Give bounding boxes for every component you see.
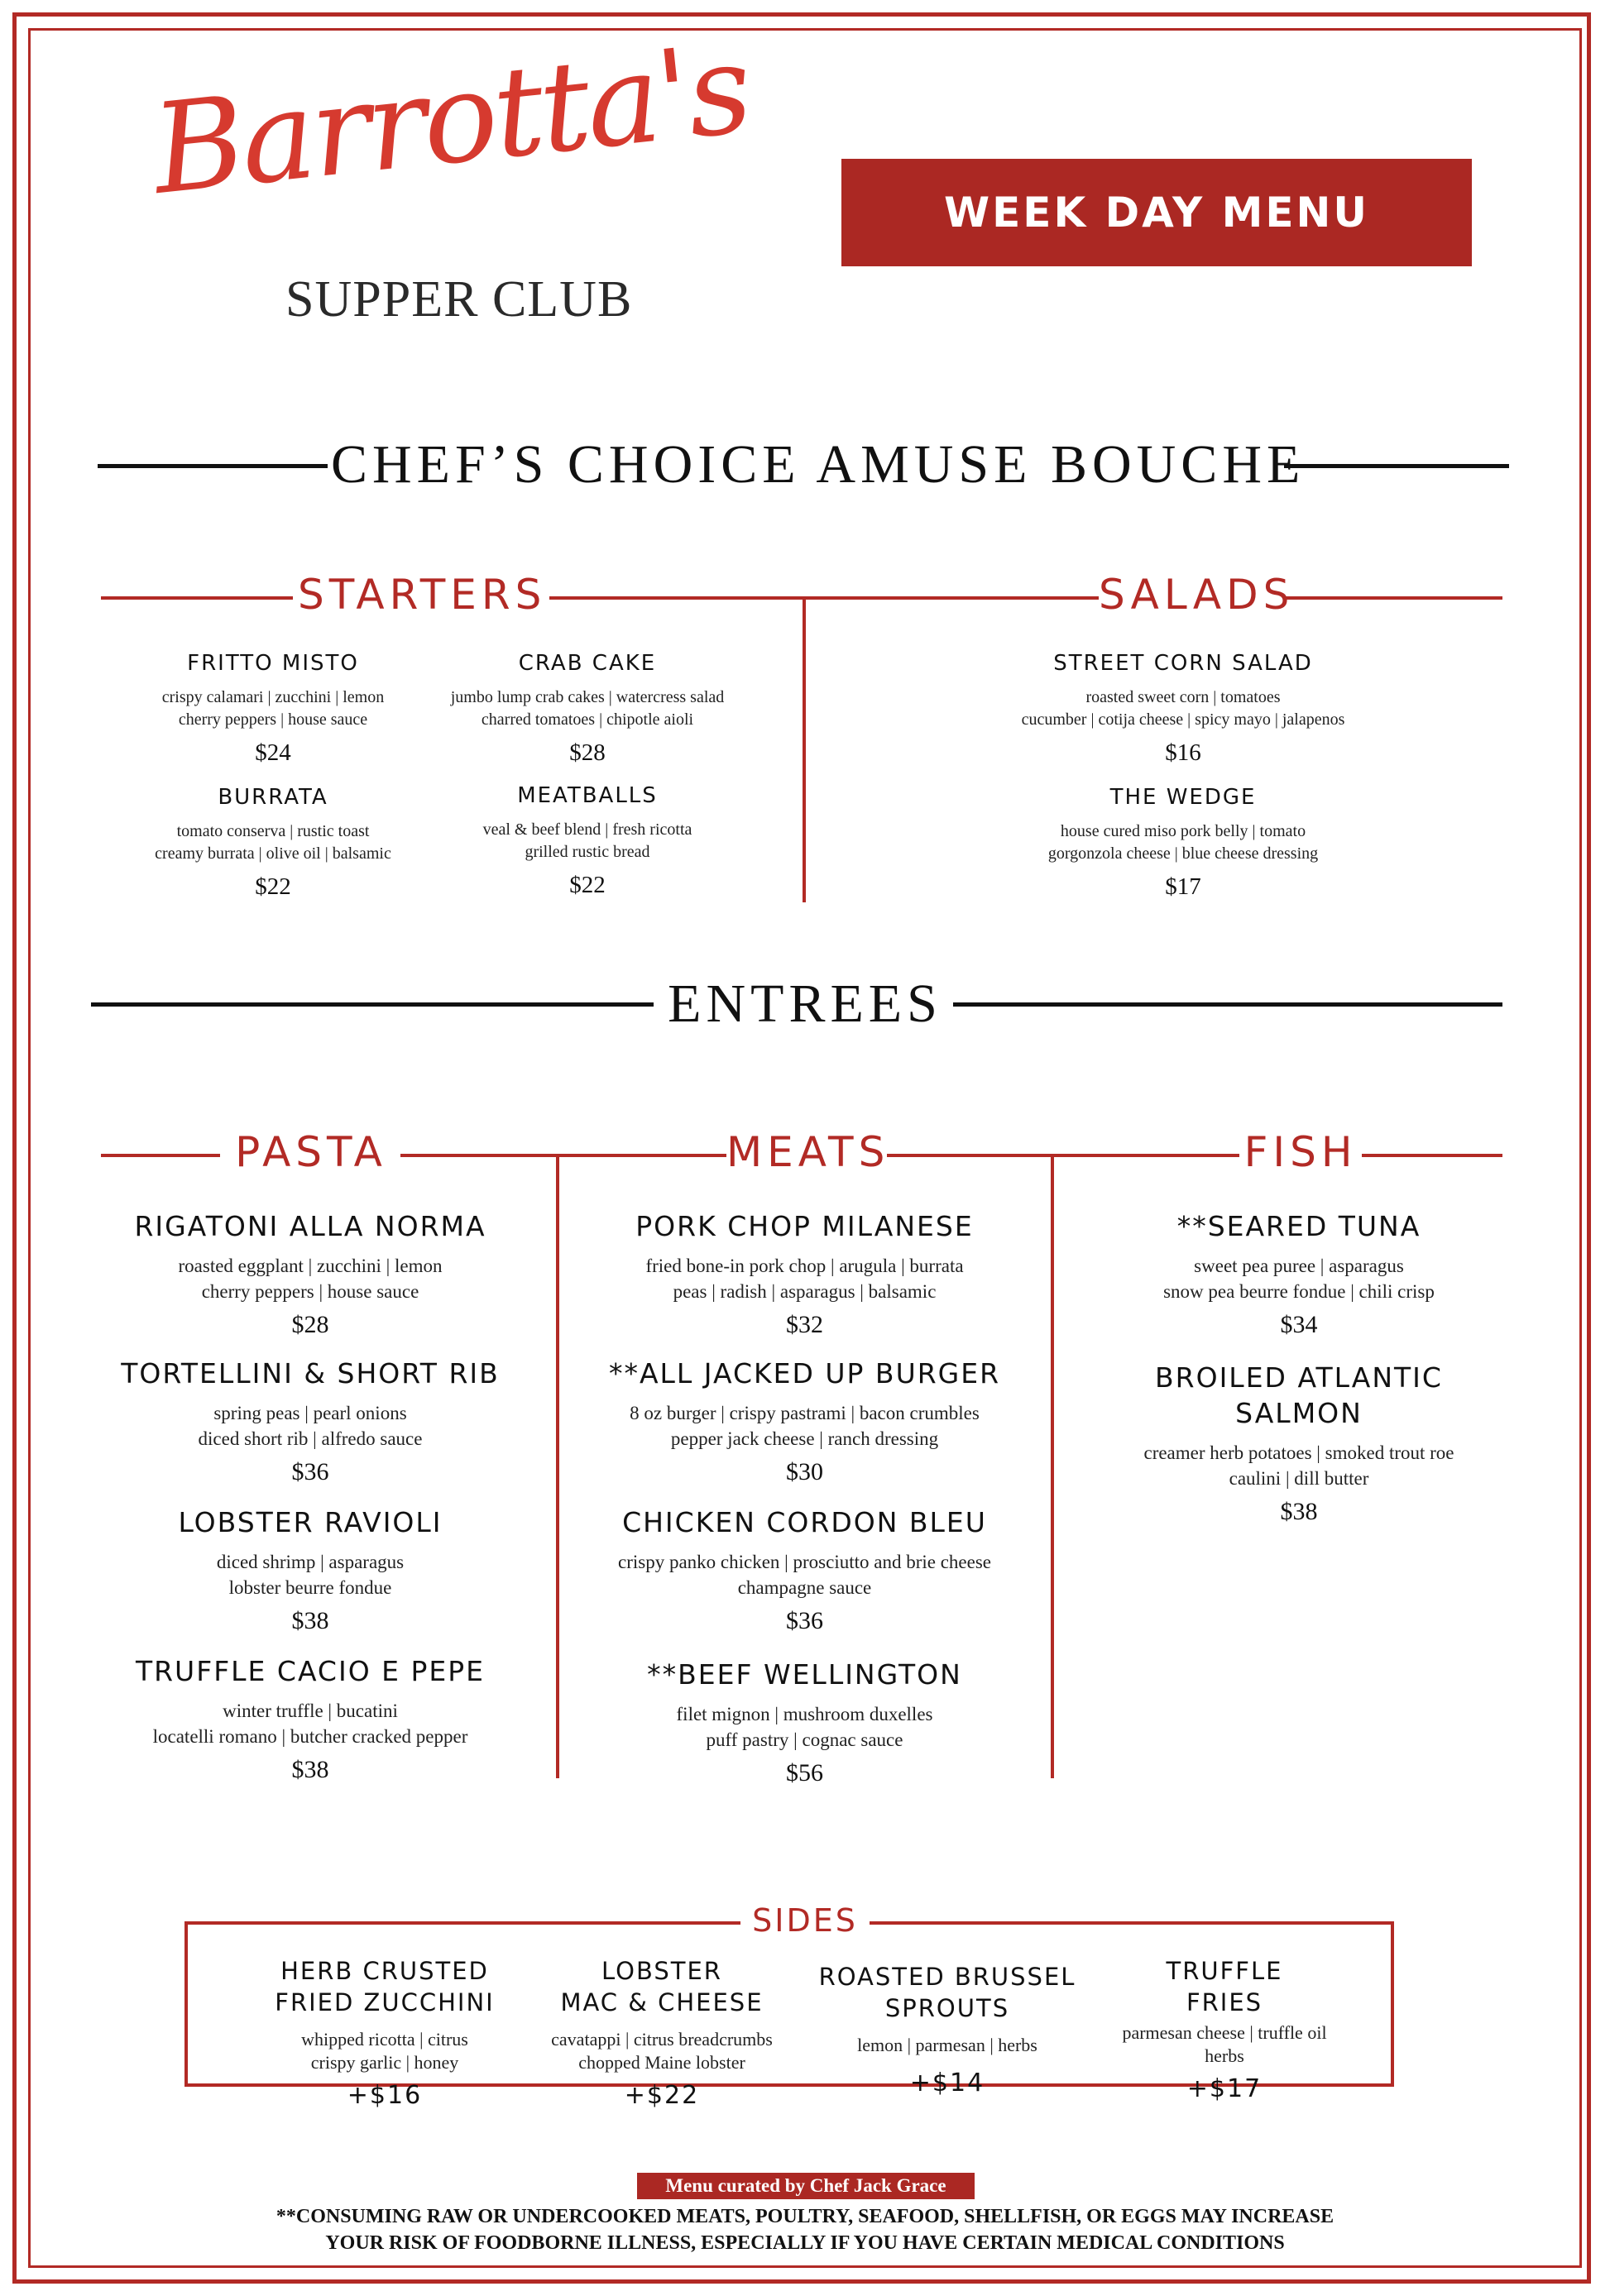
amuse-bouche-heading: CHEF’S CHOICE AMUSE BOUCHE (331, 434, 1306, 495)
item-name: LOBSTER RAVIOLI (178, 1506, 443, 1538)
entrees-rule-right (953, 1002, 1502, 1007)
menu-item-tortellini-short-rib (99, 1356, 521, 1486)
starters-salads-divider (803, 596, 806, 902)
item-name: PORK CHOP MILANESE (635, 1210, 974, 1242)
side-name-line-1: ROASTED BRUSSEL (818, 1963, 1076, 1991)
side-name-line-1: HERB CRUSTED (280, 1957, 489, 1985)
starters-heading: STARTERS (298, 571, 547, 619)
side-description-1: cavatappi | citrus breadcrumbs (551, 2029, 773, 2050)
item-description-1: winter truffle | bucatini (223, 1700, 398, 1721)
item-name: TORTELLINI & SHORT RIB (121, 1357, 500, 1390)
disclaimer-line-1: **CONSUMING RAW OR UNDERCOOKED MEATS, POULTRY, SEAFOOD, SHELLFISH, OR EGGS MAY INCREASE (276, 2206, 1334, 2227)
item-description-2: charred tomatoes | chipotle aioli (481, 710, 694, 729)
item-name: TRUFFLE CACIO E PEPE (135, 1655, 486, 1687)
menu-item-crab-cake (430, 650, 745, 767)
logo-script-text: Barrotta's (146, 17, 755, 222)
disclaimer-line-2: YOUR RISK OF FOODBORNE ILLNESS, ESPECIALLY IF YOU HAVE CERTAIN MEDICAL CONDITIONS (325, 2232, 1285, 2254)
item-description-2: peas | radish | asparagus | balsamic (673, 1280, 937, 1302)
item-description-1: creamer herb potatoes | smoked trout roe (1143, 1442, 1454, 1463)
item-description-2: lobster beurre fondue (228, 1576, 392, 1598)
pasta-meats-rule (400, 1154, 726, 1157)
item-description-1: jumbo lump crab cakes | watercress salad (450, 687, 725, 706)
item-description-1: tomato conserva | rustic toast (176, 821, 370, 840)
side-name-line-2: FRIED ZUCCHINI (275, 1987, 495, 2016)
menu-item-chicken-cordon-bleu (571, 1505, 1038, 1635)
item-description-2: grilled rustic bread (525, 842, 650, 861)
item-description-1: sweet pea puree | asparagus (1194, 1255, 1404, 1276)
amuse-rule-left (98, 464, 328, 468)
meats-heading: MEATS (726, 1128, 890, 1176)
item-price: $22 (255, 873, 291, 900)
fish-rule-right (1362, 1154, 1502, 1157)
menu-item-fritto-misto (132, 650, 414, 767)
side-description-2: crispy garlic | honey (310, 2052, 459, 2074)
side-truffle-fries (1092, 1956, 1357, 2103)
side-name-line-1: LOBSTER (601, 1957, 722, 1985)
item-price: $17 (1165, 873, 1201, 900)
salads-rule-right (1284, 596, 1502, 600)
item-description-1: veal & beef blend | fresh ricotta (482, 820, 692, 839)
menu-item-truffle-cacio-e-pepe (99, 1654, 521, 1784)
item-price: $56 (786, 1758, 823, 1787)
sides-heading: SIDES (752, 1902, 858, 1939)
menu-item-all-jacked-up-burger (571, 1356, 1038, 1486)
side-description-2: herbs (1205, 2045, 1244, 2067)
item-description-1: diced shrimp | asparagus (216, 1551, 405, 1572)
side-description-1: whipped ricotta | citrus (301, 2029, 468, 2050)
item-name: RIGATONI ALLA NORMA (134, 1210, 486, 1242)
fish-heading: FISH (1243, 1128, 1358, 1176)
side-lobster-mac-cheese (521, 1956, 803, 2110)
starters-rule-right (549, 596, 1099, 600)
item-name: THE WEDGE (1109, 785, 1257, 810)
menu-item-rigatoni-alla-norma (99, 1209, 521, 1339)
item-description-1: fried bone-in pork chop | arugula | burrata (645, 1255, 964, 1276)
food-safety-disclaimer (50, 2203, 1560, 2256)
item-price: $38 (291, 1755, 329, 1783)
menu-item-pork-chop-milanese (571, 1209, 1038, 1339)
item-description-2: locatelli romano | butcher cracked pepper (152, 1725, 468, 1747)
side-price: +$17 (1186, 2074, 1263, 2104)
side-description-2: chopped Maine lobster (578, 2052, 745, 2074)
item-description-1: roasted sweet corn | tomatoes (1085, 687, 1281, 706)
item-price: $28 (569, 739, 606, 766)
menu-item-burrata (132, 784, 414, 901)
item-price: $30 (786, 1457, 823, 1485)
side-price: +$16 (347, 2081, 423, 2111)
meats-fish-rule (887, 1154, 1239, 1157)
item-name: **ALL JACKED UP BURGER (608, 1357, 1001, 1390)
side-name-line-2: MAC & CHEESE (560, 1987, 764, 2016)
item-price: $38 (291, 1606, 329, 1634)
item-price: $38 (1280, 1497, 1318, 1525)
item-name: MEATBALLS (517, 783, 658, 808)
curated-by-label: Menu curated by Chef Jack Grace (637, 2173, 975, 2199)
item-description-2: diced short rib | alfredo sauce (198, 1428, 423, 1449)
starters-rule-left (101, 596, 293, 600)
item-price: $24 (255, 739, 291, 766)
item-description-2: gorgonzola cheese | blue cheese dressing (1047, 844, 1319, 863)
amuse-rule-right (1284, 464, 1509, 468)
item-description-1: roasted eggplant | zucchini | lemon (178, 1255, 443, 1276)
week-day-menu-badge: WEEK DAY MENU (841, 159, 1472, 266)
menu-item-street-corn-salad (960, 650, 1406, 767)
item-price: $36 (291, 1457, 329, 1485)
item-name: CHICKEN CORDON BLEU (622, 1506, 987, 1538)
item-name: CRAB CAKE (518, 651, 657, 676)
side-roasted-brussel-sprouts (807, 1962, 1088, 2097)
item-description-1: house cured miso pork belly | tomato (1060, 821, 1306, 840)
item-description-2: puff pastry | cognac sauce (706, 1729, 903, 1750)
item-price: $36 (786, 1606, 823, 1634)
logo-subtitle: SUPPER CLUB (285, 271, 633, 328)
item-description-1: spring peas | pearl onions (213, 1402, 407, 1423)
side-name-line-2: FRIES (1186, 1987, 1263, 2016)
item-price: $16 (1165, 739, 1201, 766)
side-price: +$14 (909, 2069, 985, 2098)
side-name-line-2: SPROUTS (884, 1993, 1010, 2022)
item-description-1: 8 oz burger | crispy pastrami | bacon crumbles (630, 1402, 980, 1423)
menu-item-meatballs (430, 782, 745, 899)
item-description-2: cherry peppers | house sauce (201, 1280, 419, 1302)
side-name-line-1: TRUFFLE (1166, 1957, 1283, 1985)
pasta-meats-divider (556, 1154, 559, 1778)
side-description-1: lemon | parmesan | herbs (857, 2035, 1037, 2056)
item-price: $32 (786, 1310, 823, 1338)
item-description-2: pepper jack cheese | ranch dressing (670, 1428, 939, 1449)
item-description-1: crispy calamari | zucchini | lemon (161, 687, 385, 706)
item-description-2: cucumber | cotija cheese | spicy mayo | jalapenos (1021, 710, 1345, 729)
item-name: **SEARED TUNA (1176, 1210, 1421, 1242)
item-description-2: creamy burrata | olive oil | balsamic (155, 844, 391, 863)
entrees-rule-left (91, 1002, 654, 1007)
item-name: BURRATA (218, 785, 328, 810)
item-description-2: champagne sauce (737, 1576, 872, 1598)
item-price: $28 (291, 1310, 329, 1338)
meats-fish-divider (1051, 1154, 1054, 1778)
side-description-1: parmesan cheese | truffle oil (1122, 2022, 1327, 2044)
item-name: **BEEF WELLINGTON (647, 1658, 962, 1691)
item-name: STREET CORN SALAD (1053, 651, 1313, 676)
item-name: FRITTO MISTO (187, 651, 359, 676)
item-description-2: snow pea beurre fondue | chili crisp (1163, 1280, 1435, 1302)
pasta-heading: PASTA (235, 1128, 387, 1176)
pasta-rule-left (101, 1154, 220, 1157)
menu-item-seared-tuna (1067, 1209, 1531, 1339)
side-herb-crusted-fried-zucchini (248, 1956, 521, 2110)
item-name-line-1: BROILED ATLANTIC (1155, 1361, 1443, 1394)
item-description-2: caulini | dill butter (1229, 1467, 1369, 1489)
item-name-line-2: SALMON (1235, 1396, 1363, 1429)
side-price: +$22 (624, 2081, 700, 2111)
menu-item-beef-wellington (571, 1657, 1038, 1787)
menu-item-lobster-ravioli (99, 1505, 521, 1635)
item-description-1: filet mignon | mushroom duxelles (676, 1703, 933, 1724)
salads-heading: SALADS (1099, 571, 1295, 619)
menu-item-the-wedge (960, 784, 1406, 901)
item-price: $22 (569, 871, 606, 898)
restaurant-logo (146, 17, 755, 343)
item-description-2: cherry peppers | house sauce (178, 710, 368, 729)
menu-item-broiled-atlantic-salmon (1067, 1361, 1531, 1526)
entrees-heading: ENTREES (668, 973, 942, 1034)
item-description-1: crispy panko chicken | prosciutto and brie cheese (617, 1551, 992, 1572)
item-price: $34 (1280, 1310, 1318, 1338)
